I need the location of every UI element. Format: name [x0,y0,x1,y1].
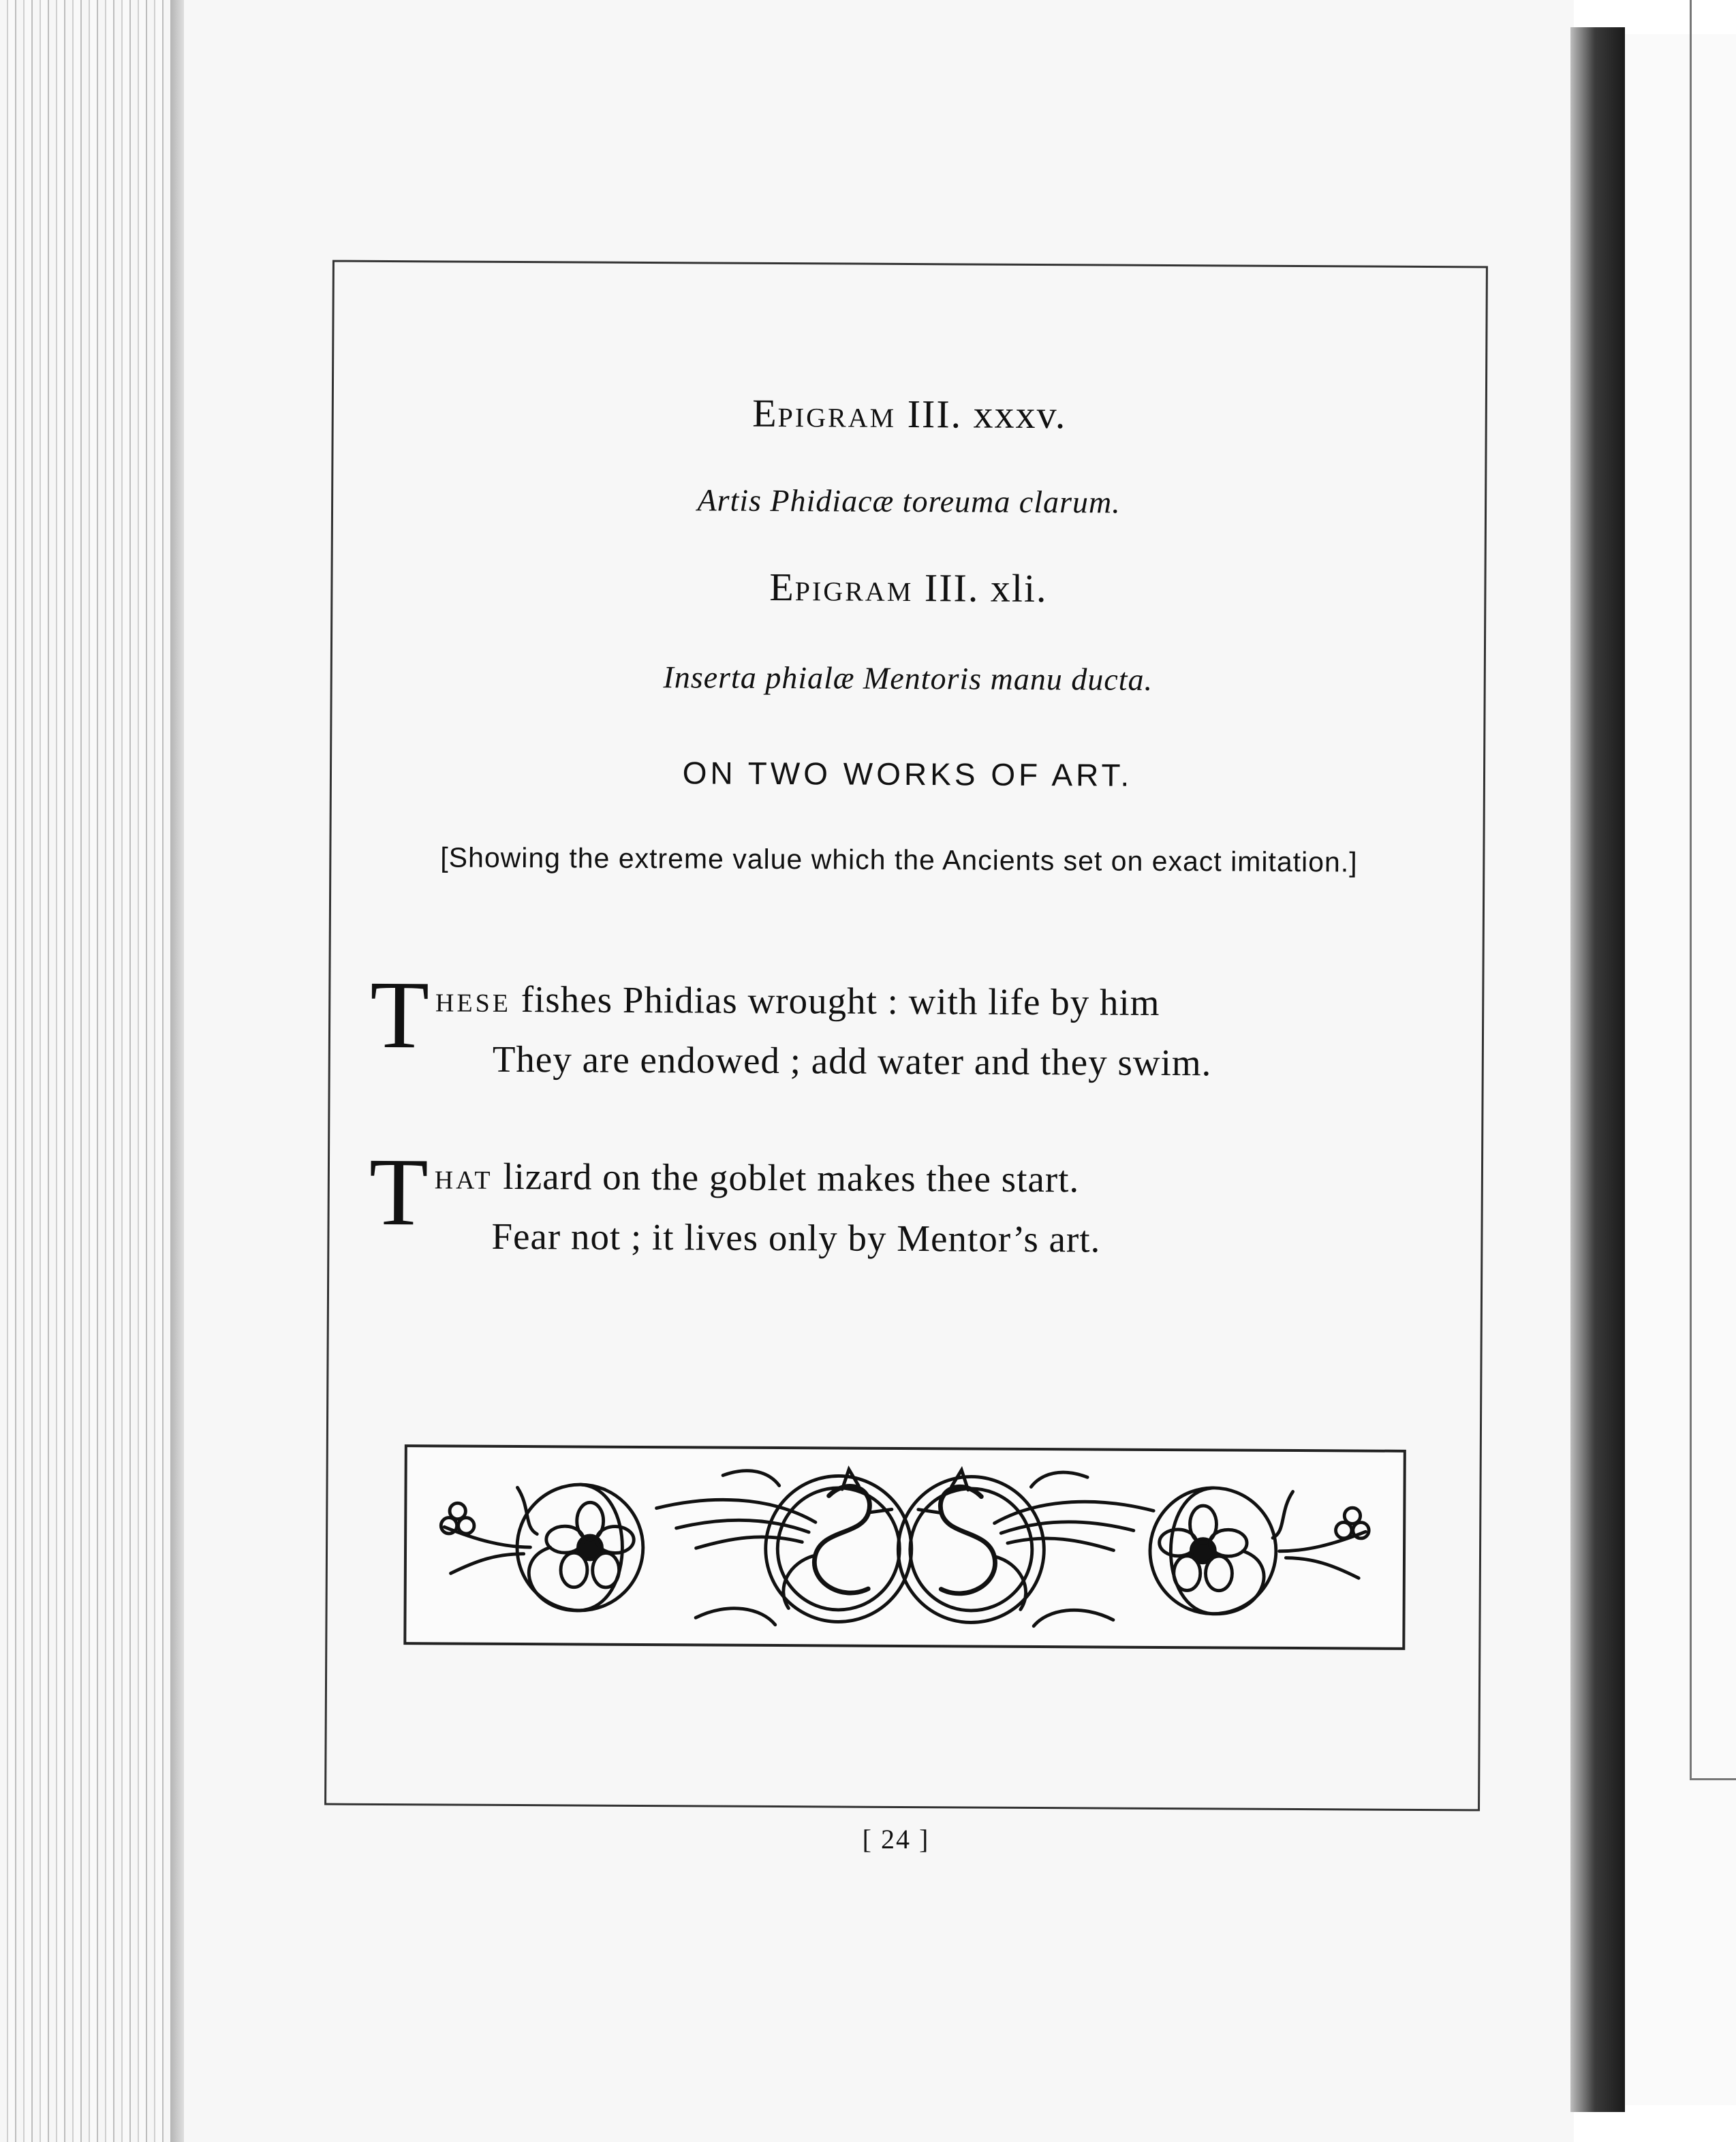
next-page-frame-edge [1690,0,1694,1778]
heading-cap: E [769,564,795,610]
drop-cap: T [369,1137,429,1246]
heading-number: III. xli. [924,565,1048,611]
smallcaps-word: HESE [435,989,512,1018]
latin-incipit-1: Artis Phidiacæ toreuma clarum. [697,482,1121,520]
heading-smallcaps: PIGRAM [794,576,914,608]
next-page [1625,34,1736,2105]
dragon-ornament-icon [406,1447,1403,1647]
heading-smallcaps: PIGRAM [777,402,897,433]
verse-line-2: Fear not ; it lives only by Mentor’s art. [491,1215,1101,1260]
text-frame [324,260,1488,1812]
page-edges [0,0,184,2142]
verse-line-1: fishes Phidias wrought : with life by him [510,978,1160,1023]
verse-line-2: They are endowed ; add water and they swim. [492,1038,1212,1084]
book-gutter [1570,27,1625,2112]
editorial-note: [Showing the extreme value which the Ancients set on exact imitation.] [440,841,1358,878]
smallcaps-word: HAT [434,1166,493,1195]
drop-cap: T [369,960,431,1069]
epigram-heading-2 [332,562,1484,614]
decorative-ornament [403,1444,1406,1650]
heading-cap: E [752,390,778,436]
page-number: [ 24 ] [862,1824,930,1854]
page-content [326,262,1486,1810]
verse-line-1: lizard on the goblet makes thee start. [493,1155,1080,1200]
heading-number: III. xxxv. [907,391,1067,437]
next-page-frame-bottom [1690,1778,1736,1786]
epigram-heading-1 [334,388,1485,440]
poem-title: ON TWO WORKS OF ART. [682,755,1133,793]
latin-incipit-2: Inserta phialæ Mentoris manu ducta. [663,659,1153,697]
stanza-1 [369,960,1461,1092]
stanza-2 [369,1137,1459,1269]
